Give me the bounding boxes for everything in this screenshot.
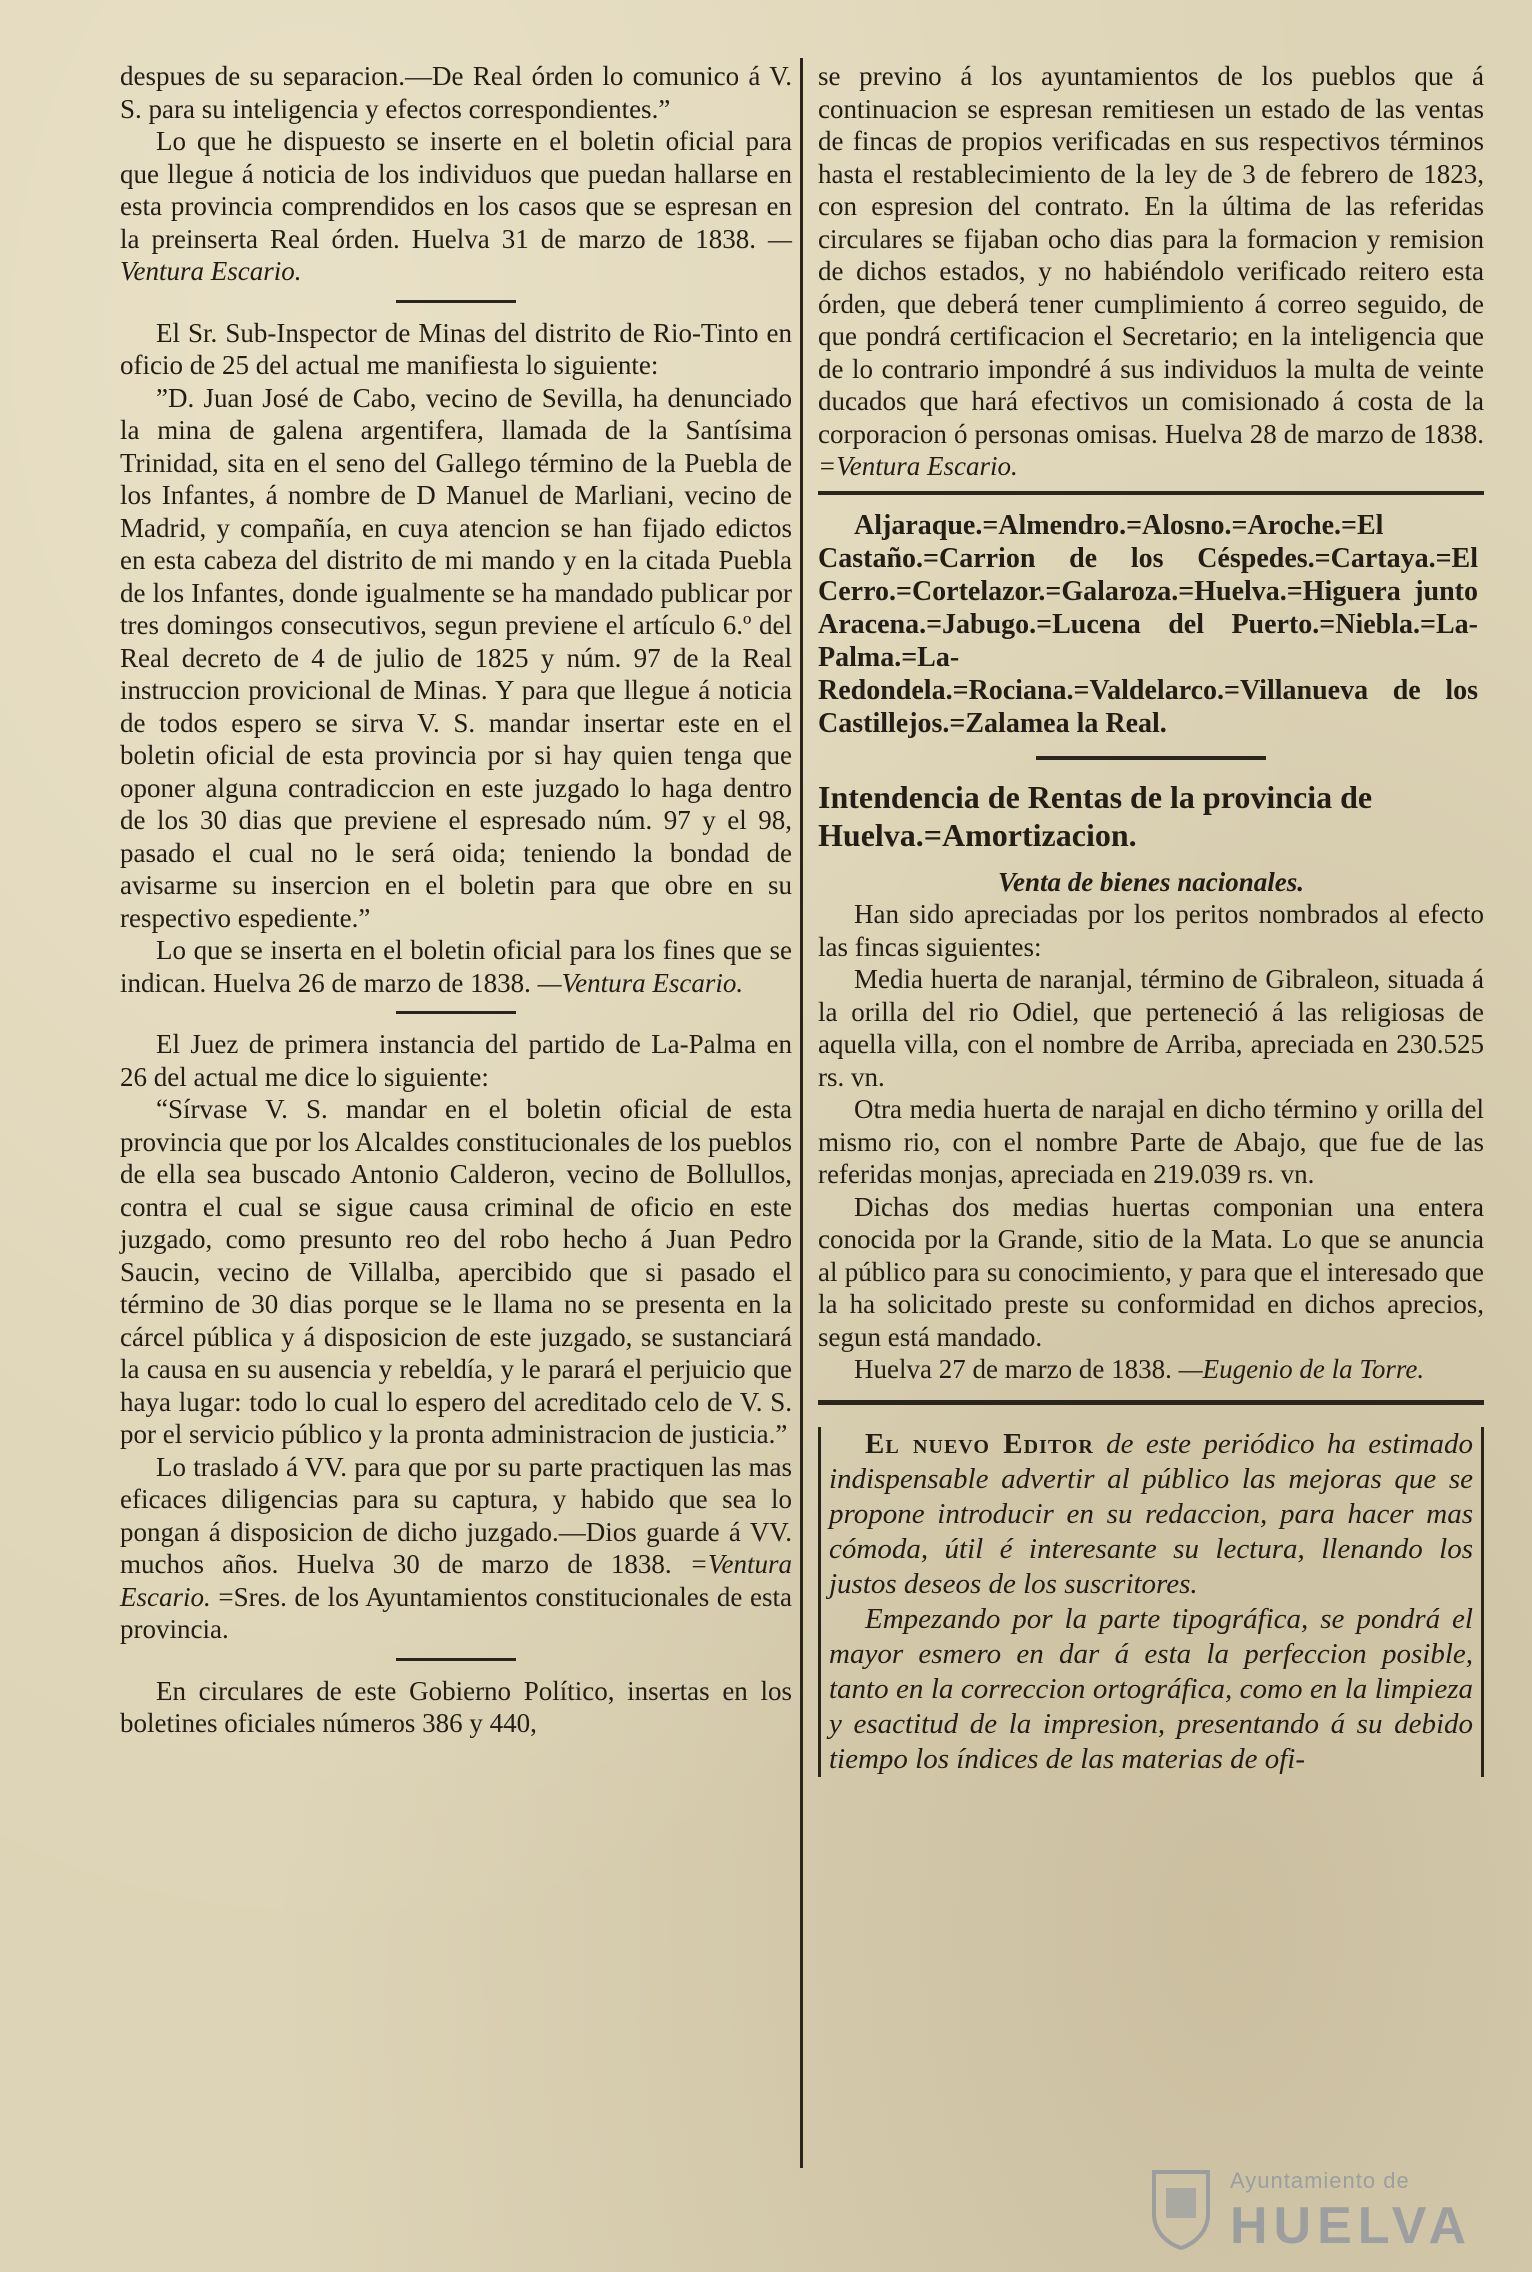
circulars-text: se previno á los ayuntamientos de los pueblos que á continuacion se espresan remitiesen un estado de las ventas de fincas de propios verificadas en sus respectivos términos hasta el restablecimiento de la ley de 3 de febrero de 1823, con espresion del contrato. En la última de las referidas circulares se fijaban ocho dias para la formacion y remision de dichos estados, y no habiéndolo verificado reitero esta órden, que deberá tener cumplimiento á correo seguido, de que pondrá certificacion el Secretario; en la inteligencia que de lo contrario impondré á sus individuos la multa de veinte ducados que hará efectivos un comisionado á costa de la corporacion ó personas omisas. Huelva 28 de marzo de 1838. bbox=[818, 61, 1484, 449]
insertion-text: Lo que se inserta en el boletin oficial para los fines que se indican. Huelva 26 de marzo de 1838. bbox=[120, 935, 792, 998]
towns-list: Aljaraque.=Almendro.=Alosno.=Aroche.=El Castaño.=Carrion de los Céspedes.=Cartaya.=El Cerro.=Cortelazor.=Galaroza.=Huelva.=Higuera junto Aracena.=Jabugo.=Lucena del Puerto.=Niebla.=La-Palma.=La-Redondela.=Rociana.=Valdelarco.=Villanueva de los Castillejos.=Zalamea la Real. bbox=[818, 509, 1478, 739]
paragraph-date-signature bbox=[818, 1353, 1484, 1386]
paragraph-judge-transfer bbox=[120, 1451, 792, 1646]
section-rule bbox=[396, 300, 516, 303]
notice-text: Lo que he dispuesto se inserte en el boletin oficial para que llegue á noticia de los individuos que puedan hallarse en esta provincia comprendidos en los casos que se espresan en la preinserta Real órden. Huelva 31 de marzo de 1838. bbox=[120, 126, 792, 254]
paragraph-property-abajo: Otra media huerta de narajal en dicho término y orilla del mismo rio, con el nombre Parte de Abajo, que fue de las referidas monjas, apreciada en 219.039 rs. vn. bbox=[818, 1094, 1484, 1189]
paragraph-publication-notice bbox=[120, 125, 792, 288]
editor-text: de este periódico ha estimado indispensable advertir al público las mejoras que se propone introducir en su redaccion, para hacer mas cómoda, útil é interesante su lectura, llenando los justos deseos de los suscritores. bbox=[829, 1427, 1473, 1600]
coat-of-arms-icon bbox=[1150, 2166, 1212, 2250]
paragraph-order-end: despues de su separacion.—De Real órden lo comunico á V. S. para su inteligencia y efectos correspondientes.” bbox=[120, 61, 792, 124]
signature: —Eugenio de la Torre. bbox=[1178, 1354, 1425, 1384]
signature: —Ventura Escario. bbox=[537, 967, 744, 998]
signature: =Ventura Escario. bbox=[120, 1549, 793, 1612]
column-divider bbox=[800, 58, 803, 2168]
section-subheading: Venta de bienes nacionales. bbox=[997, 866, 1304, 897]
section-rule bbox=[1036, 756, 1266, 760]
paragraph-editor-notice bbox=[829, 1427, 1473, 1602]
transfer-text: Lo traslado á VV. para que por su parte practiquen las mas eficaces diligencias para su captura, y habido que sea lo pongan á disposicion de dicho juzgado.—Dios guarde á VV. muchos años. Huelva 30 de marzo de 1838. bbox=[120, 1451, 792, 1579]
signature: —Ventura Escario. bbox=[120, 223, 793, 286]
paragraph-mines-insertion bbox=[120, 934, 792, 999]
paragraph-property-grande: Dichas dos medias huertas componian una entera conocida por la Grande, sitio de la Mata. Lo que se anuncia al público para su conocimiento, y para que el interesado que la ha solicitado preste su conformidad en dichos aprecios, segun está mandado. bbox=[818, 1191, 1484, 1352]
section-rule bbox=[818, 491, 1484, 495]
signature: =Ventura Escario. bbox=[818, 451, 1018, 481]
paragraph-judge-intro: El Juez de primera instancia del partido de La-Palma en 26 del actual me dice lo siguiente: bbox=[120, 1029, 792, 1092]
section-heading: Intendencia de Rentas de la provincia de Huelva.=Amortizacion. bbox=[818, 778, 1373, 853]
paragraph-mine-denunciation: ”D. Juan José de Cabo, vecino de Sevilla, ha denunciado la mina de galena argentifera, llamada de la Santísima Trinidad, sita en el seno del Gallego término de la Puebla de los Infantes, á nombre de D Manuel de Marliani, vecino de Madrid, y compañía, en cuya atencion se han fijado edictos en esta cabeza del distrito de mi mando y en la citada Puebla de los Infantes, donde igualmente se ha mandado publicar por tres domingos consecutivos, segun previene el artículo 6.º del Real decreto de 4 de julio de 1825 y núm. 97 de la Real instruccion provicional de Minas. Y para que llegue á noticia de todos espero se sirva V. S. mandar insertar este en el boletin oficial de esta provincia por si hay quien tenga que oponer alguna contradiccion en este juzgado lo haga dentro de los 30 dias que previene el espresado núm. 97 y el 98, pasado el cual no le será oida; teniendo la bondad de avisarme su insercion en el boletin para que obre en su respectivo espediente.” bbox=[120, 382, 792, 933]
section-rule bbox=[396, 1011, 516, 1014]
right-column bbox=[818, 60, 1484, 1777]
watermark-line1: Ayuntamiento de bbox=[1230, 2168, 1410, 2193]
paragraph-editor-typography: Empezando por la parte tipográfica, se pondrá el mayor esmero en dar á esta la perfeccion posible, tanto en la correccion ortográfica, como en la limpieza y esactitud de la impresion, presentando á su debido tiempo los índices de las materias de ofi- bbox=[829, 1602, 1473, 1775]
archive-watermark bbox=[1150, 2160, 1510, 2260]
paragraph-mines-intro: El Sr. Sub-Inspector de Minas del distrito de Rio-Tinto en oficio de 25 del actual me manifiesta lo siguiente: bbox=[120, 317, 792, 380]
addressees: =Sres. de los Ayuntamientos constitucionales de esta provincia. bbox=[120, 1581, 792, 1644]
editor-label: El nuevo Editor bbox=[865, 1427, 1094, 1460]
editor-notice-box bbox=[818, 1427, 1484, 1777]
section-rule bbox=[818, 1400, 1484, 1405]
paragraph-property-arriba: Media huerta de naranjal, término de Gibraleon, situada á la orilla del rio Odiel, que perteneció á las religiosas de aquella villa, con el nombre de Arriba, apreciada en 230.525 rs. vn. bbox=[818, 964, 1484, 1092]
section-rule bbox=[396, 1658, 516, 1661]
paragraph-circulars-start: En circulares de este Gobierno Político, insertas en los boletines oficiales números 386 y 440, bbox=[120, 1675, 792, 1738]
paragraph-appraisal-intro: Han sido apreciadas por los peritos nombrados al efecto las fincas siguientes: bbox=[818, 899, 1484, 962]
paragraph-judge-request: “Sírvase V. S. mandar en el boletin oficial de esta provincia que por los Alcaldes constitucionales de los pueblos de ella sea buscado Antonio Calderon, vecino de Bollullos, contra el cual se sigue causa criminal de oficio en este juzgado, como presunto reo del robo hecho á Juan Pedro Saucin, vecino de Villalba, apercibido que si pasado el término de 30 dias porque se le llama no se presenta en la cárcel pública y á disposicion de este juzgado, se sustanciará la causa en su ausencia y rebeldía, y le parará el perjuicio que haya lugar: todo lo cual lo espero del acreditado celo de V. S. por el servicio público y la pronta administracion de justicia.” bbox=[120, 1094, 792, 1449]
paragraph-circulars-continued bbox=[818, 60, 1484, 483]
left-column bbox=[120, 60, 792, 1740]
watermark-line2: HUELVA bbox=[1230, 2197, 1473, 2255]
date-text: Huelva 27 de marzo de 1838. bbox=[854, 1354, 1172, 1384]
